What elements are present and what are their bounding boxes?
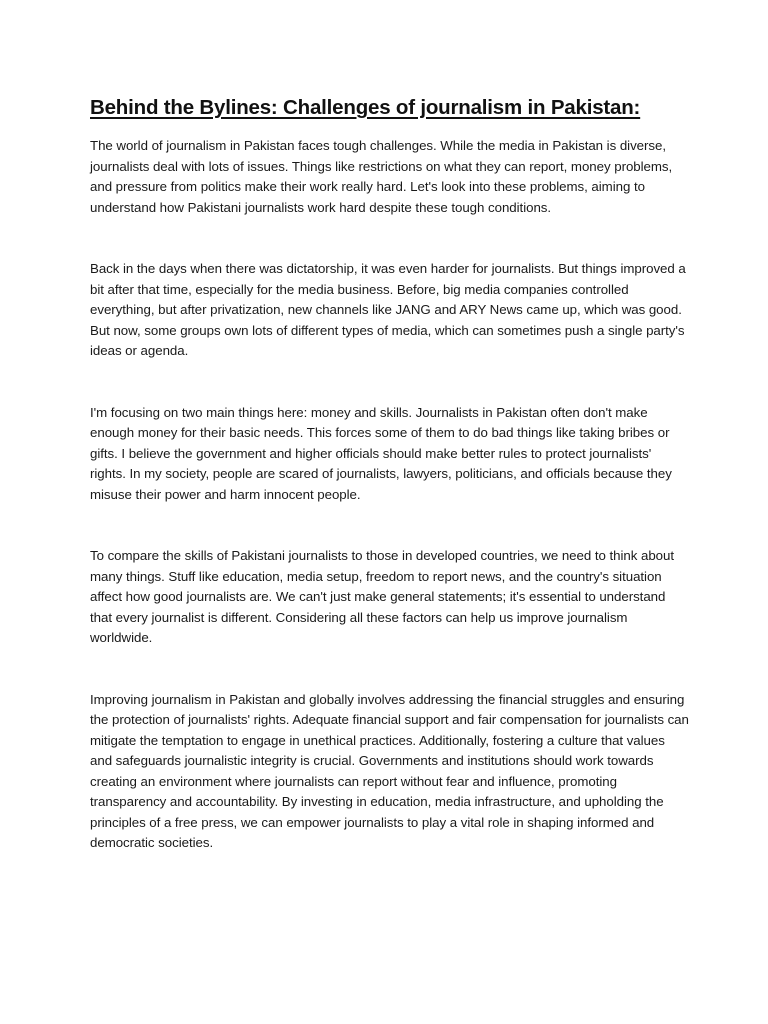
paragraph-money-and-skills: I'm focusing on two main things here: money and skills. Journalists in Pakistan often don't make enough money for their basic needs. This forces some of them to do bad things like taking bribes or gifts. I believe the government and higher officials should make better rules to protect journalists' rights. In my society, people are scared of journalists, lawyers, politicians, and officials because they misuse their power and harm innocent people. <box>90 404 672 502</box>
paragraph-intro: The world of journalism in Pakistan faces tough challenges. While the media in Pakistan is diverse, journalists deal with lots of issues. Things like restrictions on what they can report, money problems, and pressure from politics make their work really hard. Let's look into these problems, aiming to understand how Pakistani journalists work hard despite these tough conditions. <box>90 138 673 215</box>
paragraph-conclusion: Improving journalism in Pakistan and globally involves addressing the financial struggles and ensuring the protection of journalists' rights. Adequate financial support and fair compensation for journalists can mitigate the temptation to engage in unethical practices. Additionally, fostering a culture that values and safeguards journalistic integrity is crucial. Governments and institutions should work towards creating an environment where journalists can report without fear and influence, promoting transparency and accountability. By investing in education, media infrastructure, and upholding the principles of a free press, we can empower journalists to play a vital role in shaping informed and democratic societies. <box>90 691 689 850</box>
document-title: Behind the Bylines: Challenges of journalism in Pakistan: <box>90 96 641 119</box>
document-body <box>90 94 690 854</box>
paragraph-history: Back in the days when there was dictatorship, it was even harder for journalists. But things improved a bit after that time, especially for the media business. Before, big media companies controlled everything, but after privatization, new channels like JANG and ARY News came up, which was good. But now, some groups own lots of different types of media, which can sometimes push a single party's ideas or agenda. <box>90 261 686 358</box>
paragraph-skills-comparison: To compare the skills of Pakistani journalists to those in developed countries, we need to think about many things. Stuff like education, media setup, freedom to report news, and the country's situation affect how good journalists are. We can't just make general statements; it's essential to understand that every journalist is different. Considering all these factors can help us improve journalism worldwide. <box>90 548 674 645</box>
